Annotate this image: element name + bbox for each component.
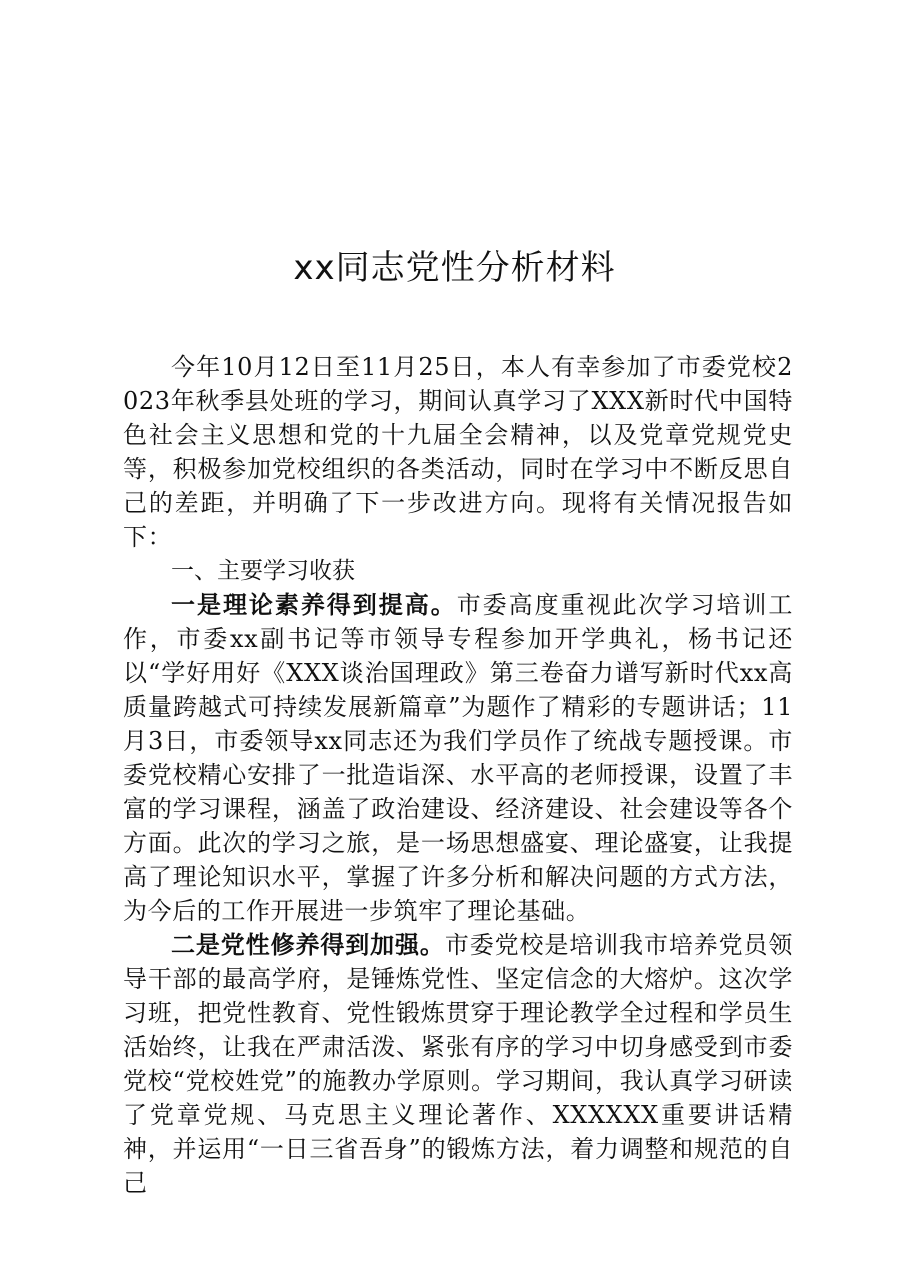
point-two-paragraph: [123, 928, 793, 1200]
point-two-lead: 二是党性修养得到加强。: [171, 931, 445, 959]
point-one-paragraph: [123, 588, 793, 928]
document-title: xx同志党性分析材料: [293, 248, 616, 288]
intro-paragraph: 今年10月12日至11月25日，本人有幸参加了市委党校2023年秋季县处班的学习，期间认真学习了XXX新时代中国特色社会主义思想和党的十九届全会精神，以及党章党规党史等，积极参加党校组织的各类活动，同时在学习中不断反思自己的差距，并明确了下一步改进方向。现将有关情况报告如下：: [123, 353, 793, 551]
document-body: [123, 350, 793, 1200]
point-one-body: 市委高度重视此次学习培训工作，市委xx副书记等市领导专程参加开学典礼，杨书记还以“学好用好《XXX谈治国理政》第三卷奋力谱写新时代xx高质量跨越式可持续发展新篇章”为题作了精彩的专题讲话；11月3日，市委领导xx同志还为我们学员作了统战专题授课。市委党校精心安排了一批造诣深、水平高的老师授课，设置了丰富的学习课程，涵盖了政治建设、经济建设、社会建设等各个方面。此次的学习之旅，是一场思想盛宴、理论盛宴，让我提高了理论知识水平，掌握了许多分析和解决问题的方式方法，为今后的工作开展进一步筑牢了理论基础。: [123, 591, 793, 925]
point-two-body: 市委党校是培训我市培养党员领导干部的最高学府，是锤炼党性、坚定信念的大熔炉。这次学习班，把党性教育、党性锻炼贯穿于理论教学全过程和学员生活始终，让我在严肃活泼、紧张有序的学习中切身感受到市委党校“党校姓党”的施教办学原则。学习期间，我认真学习研读了党章党规、马克思主义理论著作、XXXXXX重要讲话精神，并运用“一日三省吾身”的锻炼方法，着力调整和规范的自己: [123, 931, 793, 1197]
section-heading: 一、主要学习收获: [171, 558, 355, 584]
point-one-lead: 一是理论素养得到提高。: [171, 591, 457, 619]
